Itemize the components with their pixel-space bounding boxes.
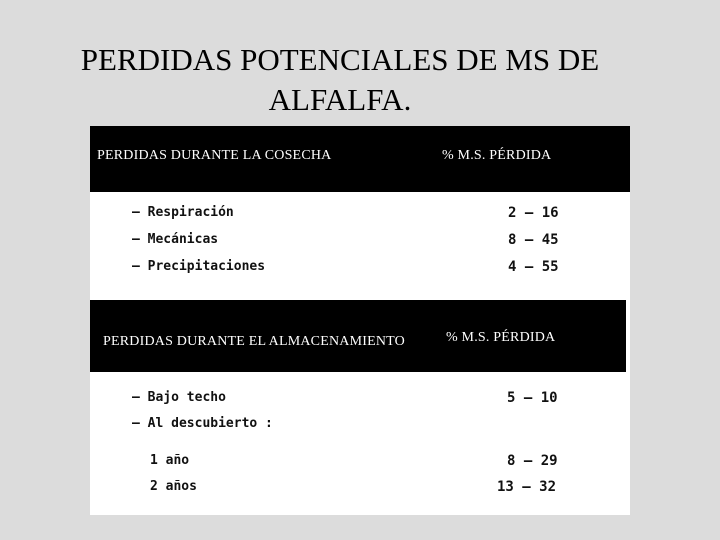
harvest-header-label: PERDIDAS DURANTE LA COSECHA [97, 148, 332, 163]
row-label: – Bajo techo [132, 390, 226, 405]
row-label: 1 año [150, 453, 190, 468]
row-label: – Mecánicas [132, 232, 219, 247]
row-label: – Al descubierto : [132, 416, 273, 431]
title-line-2: ALFALFA. [268, 82, 412, 117]
table-row [90, 259, 630, 279]
table-row [90, 453, 630, 473]
table-row [90, 205, 630, 225]
row-range: 8 – 45 [508, 232, 559, 248]
row-range: 4 – 55 [508, 259, 559, 275]
harvest-header-unit: % M.S. PÉRDIDA [442, 148, 552, 163]
row-range: 8 – 29 [507, 453, 558, 469]
table-row [90, 479, 630, 499]
title-line-1: PERDIDAS POTENCIALES DE MS DE [80, 42, 600, 77]
row-label: 2 años [150, 479, 197, 494]
storage-header [90, 300, 626, 372]
losses-table [90, 126, 630, 515]
row-label: – Respiración [132, 205, 234, 220]
harvest-header [90, 126, 630, 192]
table-row [90, 232, 630, 252]
storage-header-unit: % M.S. PÉRDIDA [446, 330, 556, 345]
row-range: 5 – 10 [507, 390, 558, 406]
table-row [90, 416, 630, 436]
table-row [90, 390, 630, 410]
row-range: 2 – 16 [508, 205, 559, 221]
storage-header-label: PERDIDAS DURANTE EL ALMACENAMIENTO [103, 334, 405, 349]
row-label: – Precipitaciones [132, 259, 266, 274]
row-range: 13 – 32 [497, 479, 557, 495]
slide-title [60, 40, 620, 120]
